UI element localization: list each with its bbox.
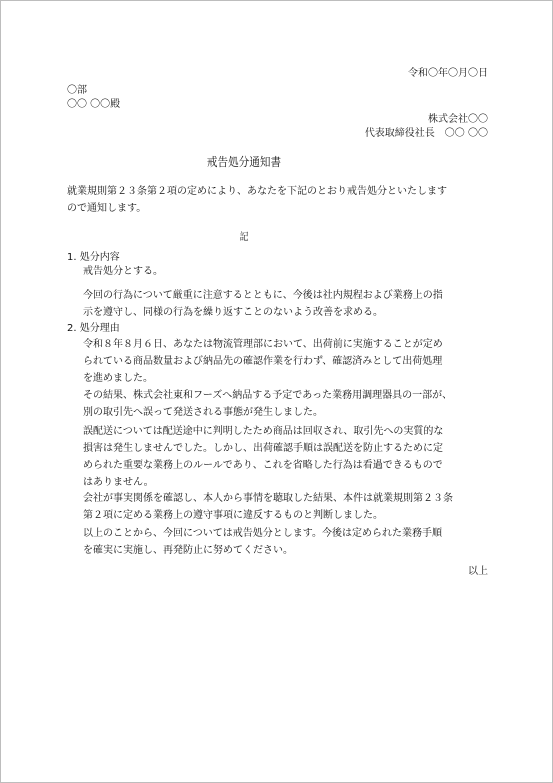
paragraph-line: を進めました。 <box>83 373 153 384</box>
paragraph-line: 別の取引先へ誤って発送される事態が発生しました。 <box>83 407 323 418</box>
reason-paragraph-1 <box>83 336 443 387</box>
ki-marker: 記 <box>239 232 249 243</box>
paragraph-line: はありません。 <box>83 477 154 488</box>
paragraph-line: 示を遵守し、同様の行為を繰り返すことのないよう改善を求める。 <box>83 307 383 318</box>
paragraph-line: を確実に実施し、再発防止に努めてください。 <box>83 545 293 556</box>
issue-date: 令和〇年〇月〇日 <box>408 68 488 79</box>
paragraph-line: 第２項に定める業務上の遵守事項に違反するものと判断しました。 <box>83 510 383 521</box>
reason-paragraph-3 <box>83 423 443 491</box>
reason-paragraph-4 <box>83 490 453 524</box>
paragraph-line: 令和８年８月６日、あなたは物流管理部において、出荷前に実施することが定め <box>83 339 443 350</box>
intro-line: 就業規則第２３条第２項の定めにより、あなたを下記のとおり戒告処分といたします <box>67 186 447 197</box>
recipient-name: 〇〇 〇〇殿 <box>67 99 121 110</box>
document-title: 戒告処分通知書 <box>206 155 282 169</box>
paragraph-line: 会社が事実関係を確認し、本人から事情を聴取した結果、本件は就業規則第２３条 <box>83 493 453 504</box>
paragraph-line: められた重要な業務上のルールであり、これを省略した行為は看過できるもので <box>83 460 443 471</box>
company-name: 株式会社〇〇 <box>428 114 488 125</box>
reason-paragraph-5 <box>83 525 442 559</box>
section2-heading: 2. 処分理由 <box>67 323 120 334</box>
section1-line: 戒告処分とする。 <box>83 266 163 277</box>
closing-text: 以上 <box>468 566 488 577</box>
representative-name: 代表取締役社長 〇〇 〇〇 <box>364 128 488 139</box>
section1-heading: 1. 処分内容 <box>67 252 120 263</box>
paragraph-line: 以上のことから、今回については戒告処分とします。今後は定められた業務手順 <box>83 528 442 539</box>
reason-paragraph-2 <box>83 387 452 421</box>
paragraph-line: その結果、株式会社東和フーズへ納品する予定であった業務用調理器具の一部が、 <box>83 390 453 401</box>
paragraph-line: 損害は発生しませんでした。しかし、出荷確認手順は誤配送を防止するために定 <box>83 443 443 454</box>
intro-line: ので通知します。 <box>67 203 147 214</box>
recipient-department: 〇部 <box>67 85 87 96</box>
section1-paragraph <box>83 287 443 321</box>
paragraph-line: 誤配送については配送途中に判明したため商品は回収され、取引先への実質的な <box>83 426 444 437</box>
paragraph-line: 今回の行為について厳重に注意するとともに、今後は社内規程および業務上の指 <box>83 290 443 301</box>
intro-paragraph <box>67 183 447 217</box>
paragraph-line: られている商品数量および納品先の確認作業を行わず、確認済みとして出荷処理 <box>83 356 443 367</box>
